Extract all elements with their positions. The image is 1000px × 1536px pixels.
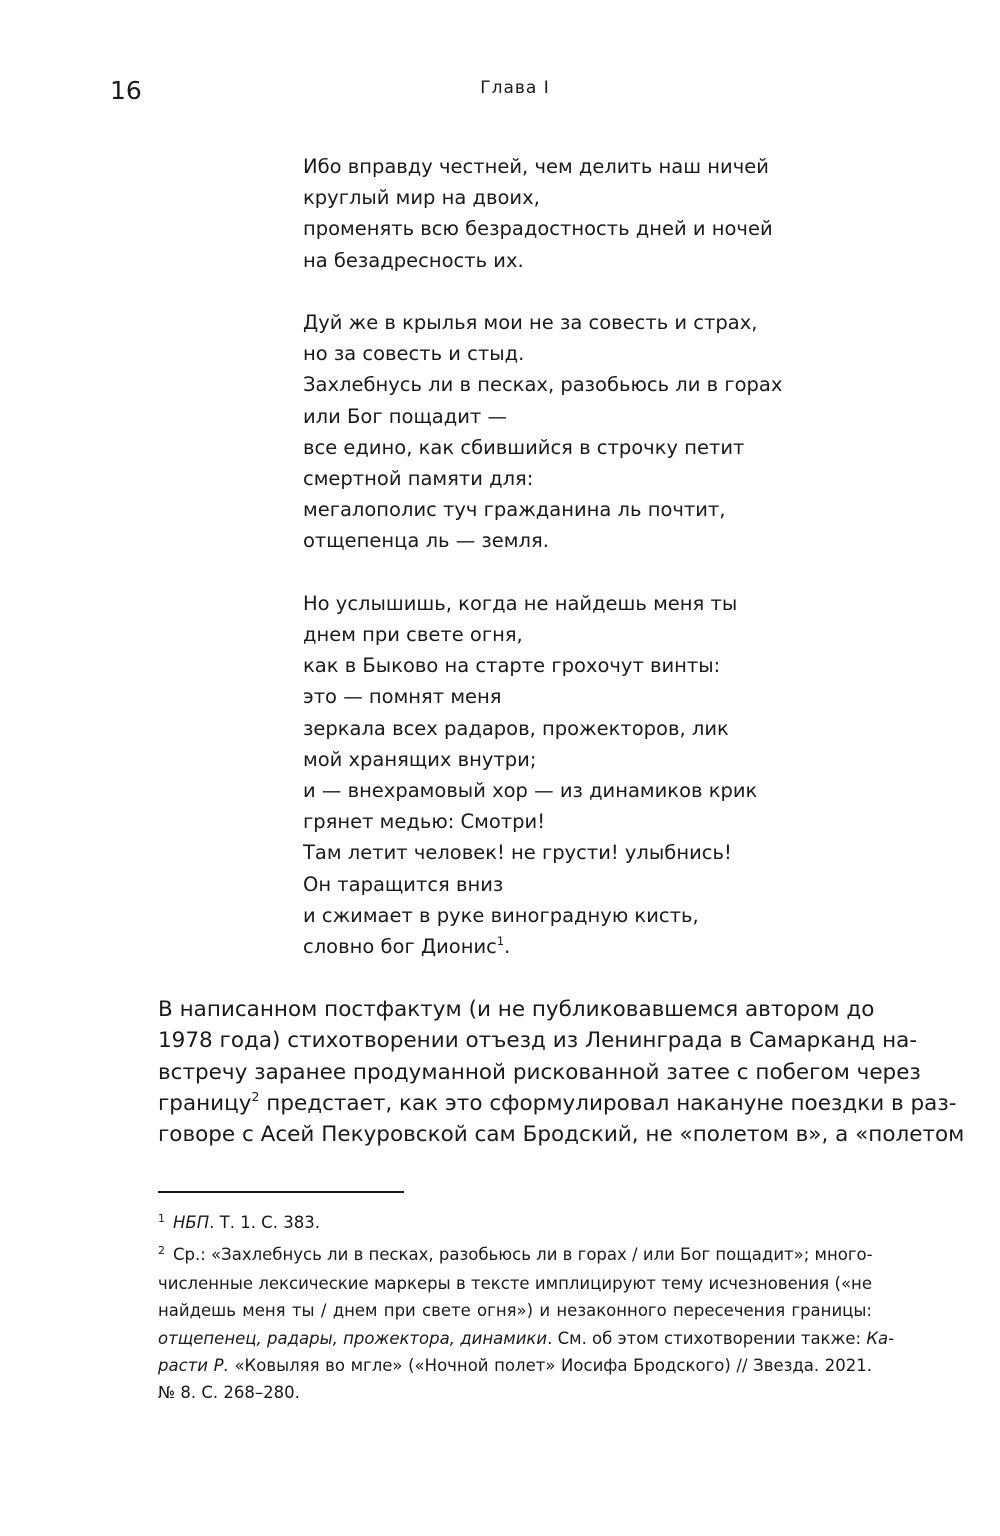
footnote-ref-1[interactable]: 1 bbox=[496, 934, 505, 948]
footnote-text: «Ковыляя во мгле» («Ночной полет» Иосифа Бродского) // Звезда. 2021. bbox=[228, 1355, 872, 1375]
verse-line: на безадресность их. bbox=[303, 248, 524, 272]
verse-line: все едино, как сбившийся в строчку петит bbox=[303, 435, 745, 459]
verse-line: днем при свете огня, bbox=[303, 623, 523, 647]
verse-punct: . bbox=[504, 935, 511, 959]
stanza bbox=[303, 151, 782, 276]
footnote-author: расти Р. bbox=[158, 1355, 229, 1375]
verse-line: круглый мир на двоих, bbox=[303, 186, 540, 210]
footnote-1 bbox=[158, 1209, 872, 1238]
running-head: Глава I bbox=[480, 78, 550, 98]
paragraph-line bbox=[158, 1088, 957, 1119]
footnote-line: № 8. С. 268–280. bbox=[158, 1383, 300, 1403]
footnote-italic: отщепенец, радары, прожектора, динамики bbox=[158, 1328, 548, 1348]
verse-line: смертной памяти для: bbox=[303, 467, 534, 491]
footnote-line bbox=[158, 1352, 872, 1379]
paragraph-line: 1978 года) стихотворении отъезд из Ленинграда в Самарканд на- bbox=[158, 1028, 918, 1054]
footnote-line: найдешь меня ты / днем при свете огня») и незаконного пересечения границы: bbox=[158, 1301, 872, 1321]
verse-line: Дуй же в крылья мои не за совесть и страх, bbox=[303, 311, 758, 334]
verse-line: отщепенца ль — земля. bbox=[303, 529, 549, 553]
verse-line: Захлебнусь ли в песках, разобьюсь ли в горах bbox=[303, 373, 783, 397]
verse-line: как в Быково на старте грохочут винты: bbox=[303, 654, 721, 678]
verse-text: словно бог Дионис bbox=[303, 935, 497, 959]
verse-line: это — помнят меня bbox=[303, 685, 502, 709]
paragraph-line: говоре с Асей Пекуровской сам Бродский, не «полетом в», а «полетом bbox=[158, 1122, 965, 1148]
footnote-line: численные лексические маркеры в тексте имплицируют тему исчезновения («не bbox=[158, 1274, 872, 1294]
verse-line: грянет медью: Смотри! bbox=[303, 810, 546, 834]
footnote-marker: 2 bbox=[158, 1243, 165, 1257]
paragraph-line: В написанном постфактум (и не публиковавшемся автором до bbox=[158, 997, 875, 1022]
verse-line: мегалополис туч гражданина ль почтит, bbox=[303, 498, 726, 522]
stanza bbox=[303, 588, 782, 962]
footnote-line bbox=[158, 1241, 872, 1270]
footnote-line bbox=[158, 1209, 872, 1238]
verse-line: и — внехрамовый хор — из динамиков крик bbox=[303, 779, 758, 803]
footnote-2 bbox=[158, 1241, 895, 1406]
footnote-author: Ка- bbox=[866, 1328, 895, 1348]
verse-line: и сжимает в руке виноградную кисть, bbox=[303, 903, 699, 927]
footnote-text: . См. об этом стихотворении также: bbox=[547, 1328, 867, 1348]
verse-line: Ибо вправду честней, чем делить наш ничей bbox=[303, 155, 769, 178]
stanza bbox=[303, 307, 782, 557]
paragraph-line: встречу заранее продуманной рискованной затее с побегом через bbox=[158, 1059, 921, 1085]
verse-line: зеркала всех радаров, прожекторов, лик bbox=[303, 716, 729, 740]
verse-line: или Бог пощадит — bbox=[303, 404, 507, 428]
paragraph-text: границу bbox=[158, 1090, 252, 1116]
verse-line: Он таращится вниз bbox=[303, 872, 504, 896]
verse-line: променять всю безрадостность дней и ночей bbox=[303, 217, 773, 241]
footnote-text: . Т. 1. С. 383. bbox=[209, 1213, 320, 1232]
body-paragraph bbox=[158, 994, 965, 1150]
footnote-text: Ср.: «Захлебнусь ли в песках, разобьюсь ли в горах / или Бог пощадит»; много- bbox=[173, 1245, 873, 1264]
footnote-line bbox=[158, 1325, 895, 1352]
footnote-source: НБП bbox=[173, 1213, 210, 1232]
paragraph-text: предстает, как это сформулировал накануне поездки в раз- bbox=[259, 1090, 957, 1116]
footnote-marker: 1 bbox=[158, 1211, 165, 1225]
verse-line: Там летит человек! не грусти! улыбнись! bbox=[303, 841, 732, 865]
footnote-ref-2[interactable]: 2 bbox=[251, 1088, 260, 1104]
page-number: 16 bbox=[110, 76, 142, 105]
poem bbox=[303, 151, 782, 962]
verse-line: но за совесть и стыд. bbox=[303, 342, 525, 366]
verse-line bbox=[303, 931, 782, 962]
verse-line: мой хранящих внутри; bbox=[303, 747, 537, 771]
footnote-divider bbox=[158, 1191, 404, 1193]
verse-line: Но услышишь, когда не найдешь меня ты bbox=[303, 591, 738, 615]
